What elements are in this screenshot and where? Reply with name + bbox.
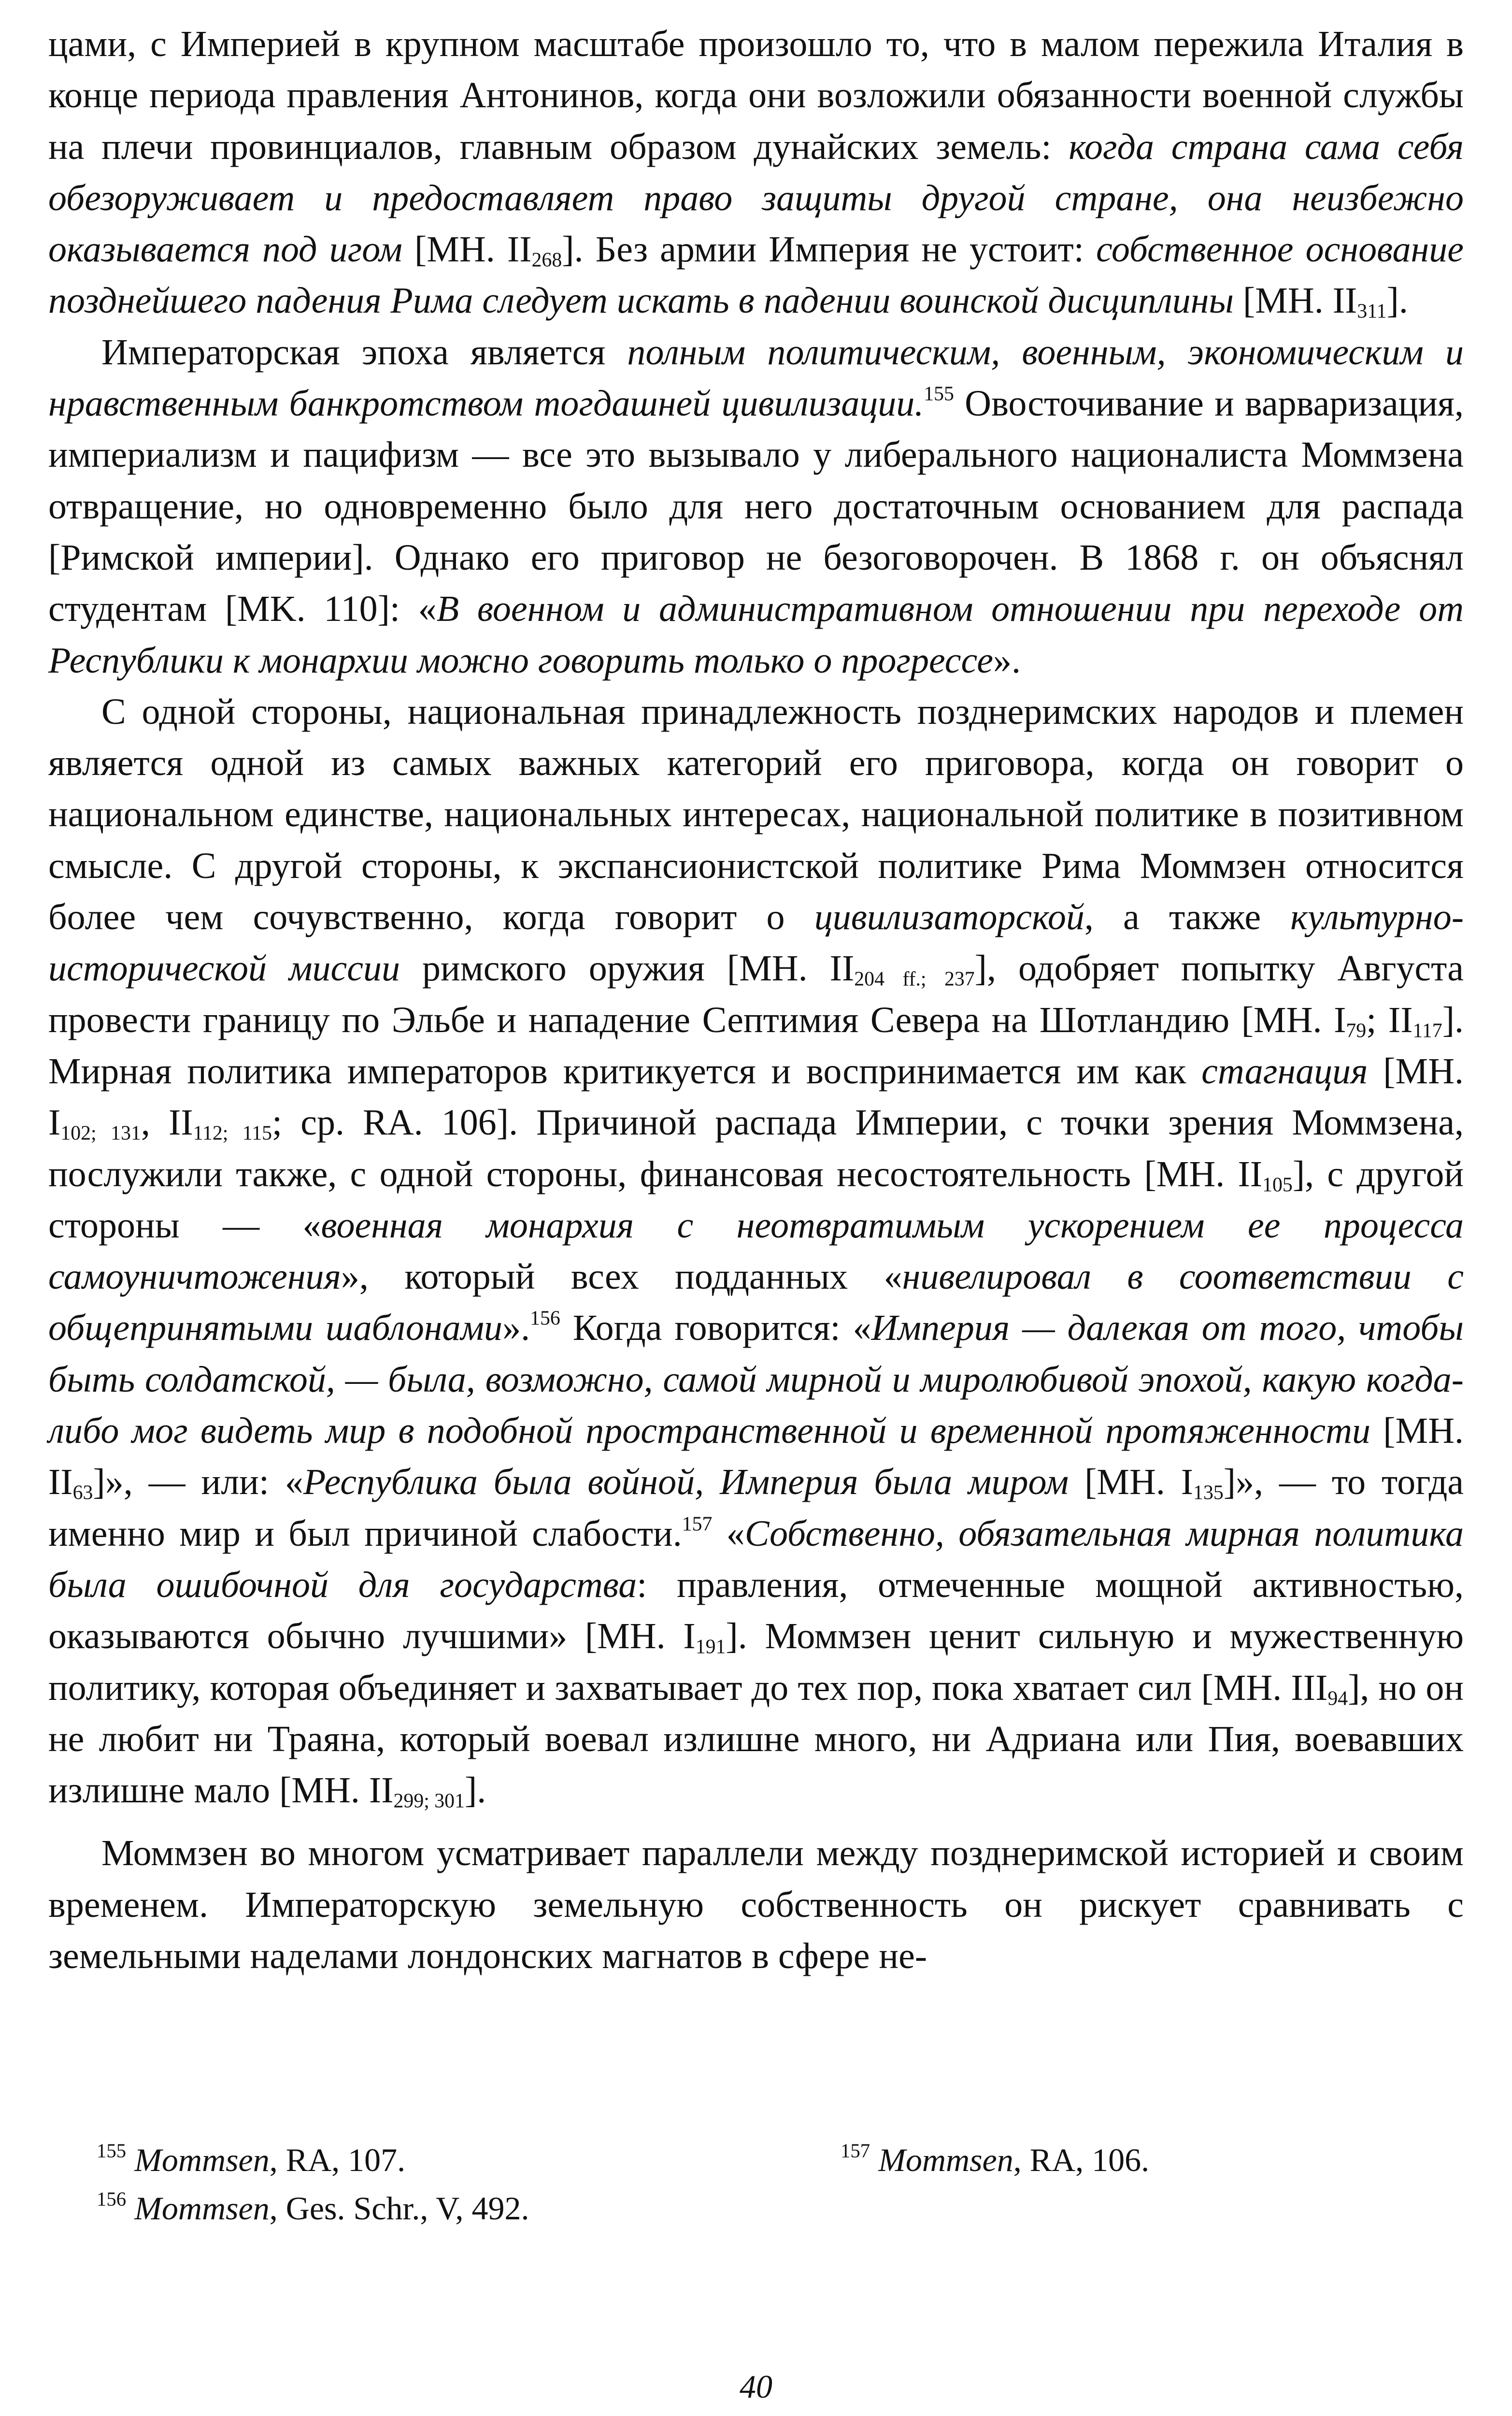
page-number: 40 bbox=[740, 2368, 772, 2405]
main-text bbox=[48, 18, 1464, 1982]
footnote-156: $^{156}$ Mommsen, Ges. Schr., V, 492. bbox=[97, 2188, 529, 2227]
footnote-ref-157[interactable]: 157 bbox=[682, 1513, 713, 1536]
paragraph-3: С одной стороны, национальная принадлежность позднеримских народов и племен является одной из самых важных категорий его приговора, когда он говорит о национальном единстве, национальных интересах, национальной политике в позитивном смысле. С другой стороны, к экспансионистской политике Рима Моммзен относится более чем сочувственно, когда говорит о цивилизаторской, а также культурно-исторической миссии римского оружия [MH. $II_{204 ff.; 237}$], одобряет попытку Августа провести границу по Эльбе и нападение Септимия Севера на Шотландию [MH. $I_{79}$; $II_{117}$]. Мирная политика императоров критикуется и воспринимается им как стагнация [MH. $I_{102; 131}$, $II_{112; 115}$; cp. RA. 106]. Причиной распада Империи, с точки зрения Моммзена, послужили также, с одной стороны, финансовая несостоятельность [MH. $II_{105}$], с другой стороны — «военная монархия с неотвратимым ускорением ее процесса самоуничтожения», который всех подданных «нивелировал в соответствии с общепринятыми шаблонами».$^{156}$ Когда говорится: «Империя — далекая от того, чтобы быть солдатской, — была, возможно, самой мирной и миролюбивой эпохой, какую когда-либо мог видеть мир в подобной пространственной и временной протяженности [MH. $II_{63}$]», — или: «Республика была войной, Империя была миром [MH. $I_{135}$]», — то тогда именно мир и был причиной слабости.$^{157}$ «Собственно, обязательная мирная политика была ошибочной для государства: правления, отмеченные мощной активностью, оказываются обычно лучшими» [MH. $I_{191}$]. Моммзен ценит сильную и мужественную политику, которая объединяет и захватывает до тех пор, пока хватает сил [MH. $III_{94}$], но он не любит ни Траяна, который воевал излишне много, ни Адриана или Пия, воевавших излишне мало [MH. $II_{299; 301}$]. bbox=[48, 691, 1464, 1812]
footnote-row-2 bbox=[97, 2184, 1464, 2232]
footnote-157: $^{157}$ Mommsen, RA, 106. bbox=[841, 2140, 1150, 2178]
paragraph-1: цами, с Империей в крупном масштабе произошло то, что в малом пережила Италия в конце периода правления Антонинов, когда они возложили обязанности военной службы на плечи провинциалов, главным образом дунайских земель: когда страна сама себя обезоруживает и предоставляет право защиты другой стране, она неизбежно оказывается под игом [MH. $II_{268}$]. Без армии Империя не устоит: собственное основание позднейшего падения Рима следует искать в падении воинской дисциплины [MH. $II_{311}$]. bbox=[48, 24, 1464, 323]
footnote-155: $^{155}$ Mommsen, RA, 107. bbox=[97, 2140, 406, 2178]
footnotes bbox=[97, 2136, 1464, 2232]
paragraph-4: Моммзен во многом усматривает параллели между позднеримской историей и своим временем. Императорскую земельную собственность он рискует сравнивать с земельными наделами лондонских магнатов в сфере не- bbox=[48, 1833, 1464, 1976]
footnote-row-1 bbox=[97, 2136, 1464, 2184]
footnote-ref-155[interactable]: 155 bbox=[924, 383, 954, 405]
paragraph-2: Императорская эпоха является полным политическим, военным, экономическим и нравственным банкротством тогдашней цивилизации.$^{155}$ Овосточивание и варваризация, империализм и пацифизм — все это вызывало у либерального националиста Моммзена отвращение, но одновременно было для него достаточным основанием для распада [Римской империи]. Однако его приговор не безоговорочен. В 1868 г. он объяснял студентам [MK. 110]: «В военном и административном отношении при переходе от Республики к монархии можно говорить только о прогрессе». bbox=[48, 331, 1464, 681]
footnote-ref-156[interactable]: 156 bbox=[530, 1308, 560, 1330]
